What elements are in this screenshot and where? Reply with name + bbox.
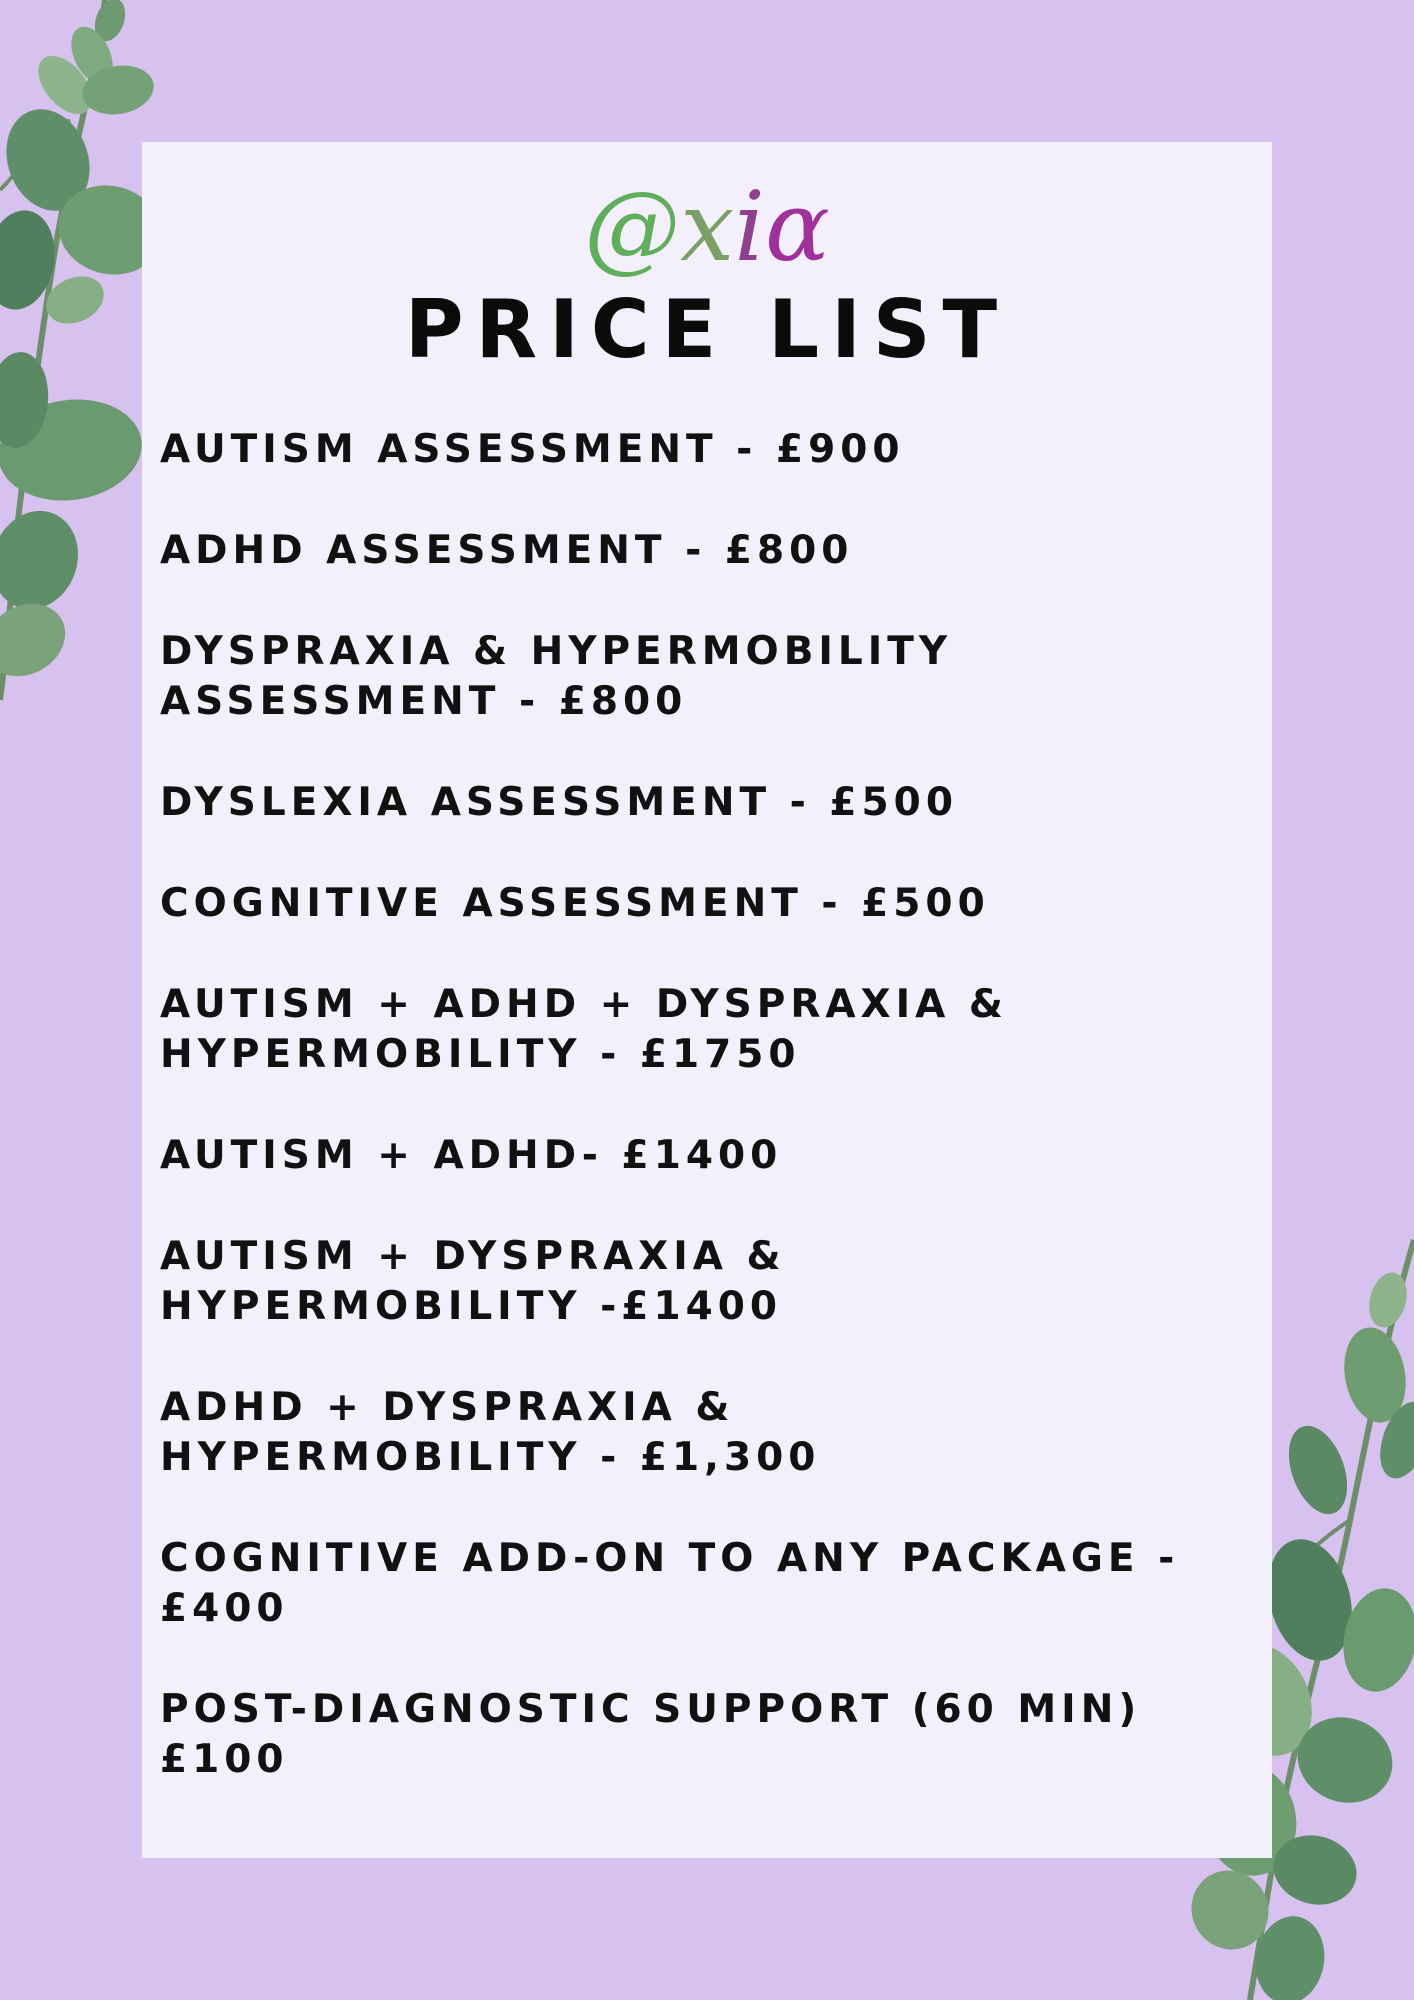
price-item-line: DYSPRAXIA & HYPERMOBILITY <box>160 629 953 674</box>
price-list <box>160 425 1260 1836</box>
price-item <box>160 1383 1260 1483</box>
price-item-line: COGNITIVE ADD-ON TO ANY PACKAGE - <box>160 1536 1180 1581</box>
price-item-line: £400 <box>160 1586 289 1631</box>
price-item <box>160 526 1260 576</box>
axia-logo <box>142 172 1272 282</box>
price-item <box>160 627 1260 727</box>
price-item-line: ADHD + DYSPRAXIA & <box>160 1385 735 1430</box>
price-item-line: POST-DIAGNOSTIC SUPPORT (60 MIN) <box>160 1687 1142 1732</box>
logo-char: @ <box>584 171 681 283</box>
price-item <box>160 980 1260 1080</box>
price-item <box>160 425 1260 475</box>
price-item-line: AUTISM + ADHD- £1400 <box>160 1133 783 1178</box>
price-item <box>160 1232 1260 1332</box>
price-item <box>160 1534 1260 1634</box>
price-item-line: HYPERMOBILITY - £1,300 <box>160 1435 821 1480</box>
price-item-line: HYPERMOBILITY -£1400 <box>160 1284 782 1329</box>
price-item-line: AUTISM + ADHD + DYSPRAXIA & <box>160 982 1008 1027</box>
price-item-line: £100 <box>160 1737 289 1782</box>
logo-char: α <box>765 171 830 283</box>
price-list-card <box>142 142 1272 1858</box>
price-item <box>160 1685 1260 1785</box>
price-item <box>160 778 1260 828</box>
price-item <box>160 1131 1260 1181</box>
price-item <box>160 879 1260 929</box>
price-item-line: ASSESSMENT - £800 <box>160 679 688 724</box>
price-item-line: COGNITIVE ASSESSMENT - £500 <box>160 881 990 926</box>
price-item-line: ADHD ASSESSMENT - £800 <box>160 528 854 573</box>
logo-char: x <box>680 171 735 283</box>
logo-char: i <box>734 171 765 283</box>
page-title: PRICE LIST <box>404 283 1010 376</box>
price-item-line: DYSLEXIA ASSESSMENT - £500 <box>160 780 958 825</box>
price-item-line: AUTISM ASSESSMENT - £900 <box>160 427 905 472</box>
price-item-line: AUTISM + DYSPRAXIA & <box>160 1234 786 1279</box>
price-item-line: HYPERMOBILITY - £1750 <box>160 1032 801 1077</box>
